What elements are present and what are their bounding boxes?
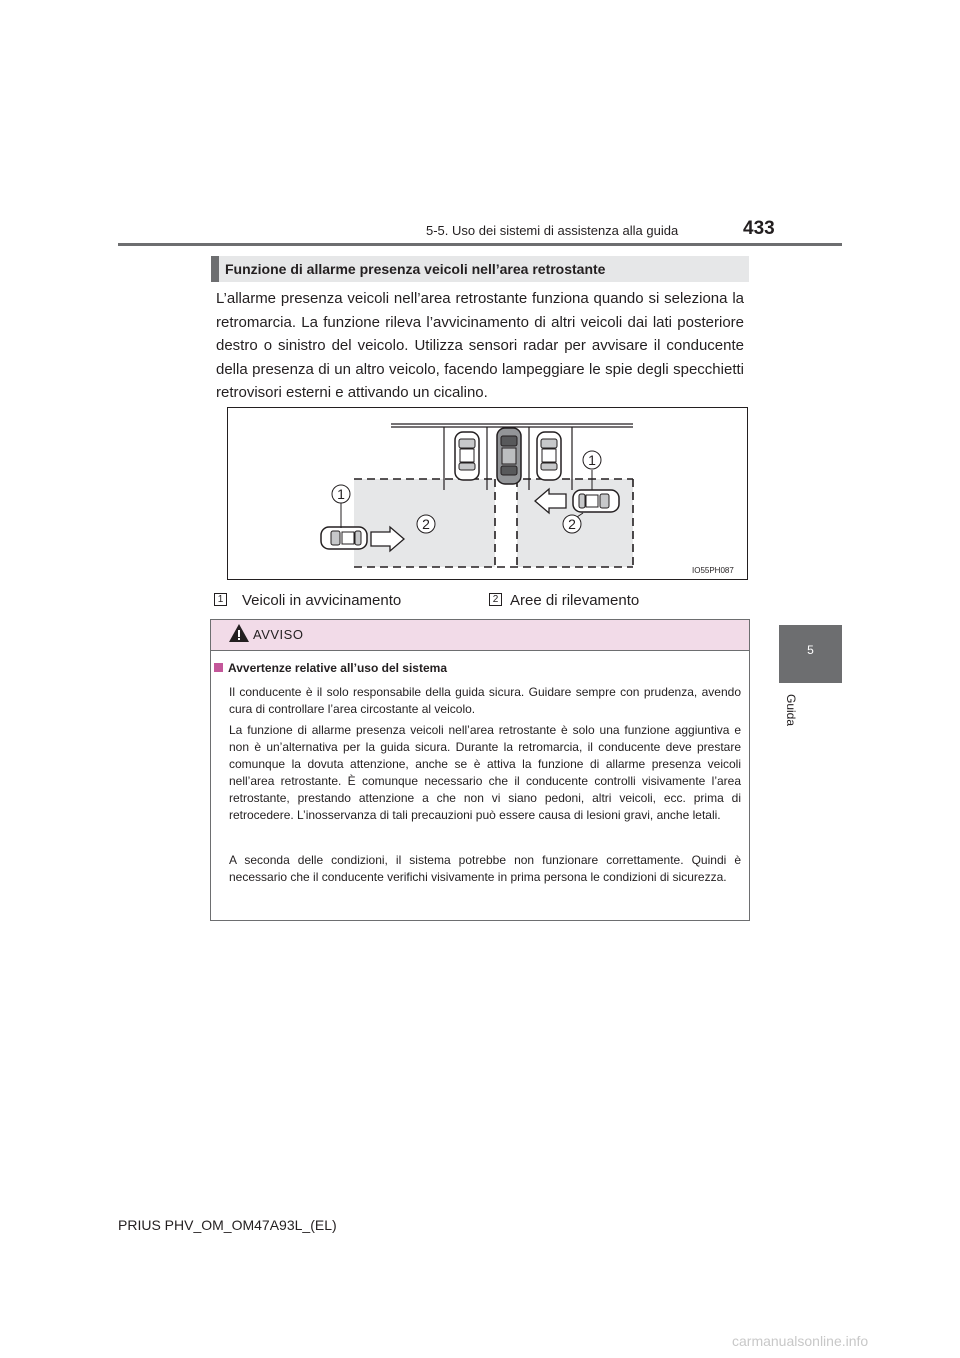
warning-subheading: Avvertenze relative all’uso del sistema	[228, 661, 447, 675]
callout-2-right: 2	[568, 516, 576, 532]
section-title: Funzione di allarme presenza veicoli nell’area retrostante	[225, 261, 606, 277]
figure-code: IO55PH087	[692, 566, 734, 575]
header-rule	[118, 243, 842, 246]
warning-triangle-icon	[228, 623, 250, 643]
legend-text: Veicoli in avvicinamento	[242, 592, 402, 609]
callout-2-left: 2	[422, 516, 430, 532]
legend-marker: 2	[489, 593, 502, 606]
parked-car	[455, 432, 479, 480]
legend-marker: 1	[214, 593, 227, 606]
approaching-vehicle-right	[573, 490, 619, 512]
callout-1-right: 1	[588, 452, 596, 468]
intro-paragraph: L’allarme presenza veicoli nell’area retrostante funziona quando si seleziona la retromarcia. La funzione rileva l’avvicinamento di altri veicoli dai lati posteriore destro o sinistro del veicolo. Utilizza sensori radar per avvisare il conducente della presenza di un altro veicolo, facendo lampeggiare le spie degli specchietti retrovisori esterni e attivando un cicalino.	[216, 290, 744, 401]
warning-paragraph: A seconda delle condizioni, il sistema potrebbe non funzionare correttamente. Quindi è necessario che il conducente verifichi visivamente in prima persona le condizioni di sicurezza.	[229, 853, 741, 884]
warning-paragraph: Il conducente è il solo responsabile della guida sicura. Guidare sempre con prudenza, avendo cura di controllare l’area circostante al veicolo.	[229, 685, 741, 716]
legend-text: Aree di rilevamento	[510, 592, 640, 609]
model-code: PRIUS PHV_OM_OM47A93L_(EL)	[118, 1217, 337, 1233]
chapter-label: Guida	[784, 693, 798, 727]
page-number: 433	[743, 218, 775, 239]
parking-illustration	[227, 407, 748, 580]
warning-title: AVVISO	[253, 627, 304, 642]
watermark: carmanualsonline.info	[732, 1333, 869, 1349]
section-reference: 5-5. Uso dei sistemi di assistenza alla guida	[426, 223, 679, 238]
warning-paragraph: La funzione di allarme presenza veicoli nell’area retrostante è solo una funzione aggiuntiva e non è un’alternativa per la guida sicura. Durante la retromarcia, il conducente deve prestare comunque la dovuta attenzione, anche se è attiva la funzione di allarme presenza veicoli nell’area retrostante. È comunque necessario che il conducente controlli visivamente l’area retrostante, prestando attenzione a che non vi siano pedoni, altri veicoli, ecc. prima di retrocedere. L’inosservanza di tali precauzioni può essere causa di lesioni gravi, anche letali.	[229, 723, 741, 822]
parking-diagram-svg	[228, 408, 747, 579]
callout-1-left: 1	[337, 486, 345, 502]
approaching-vehicle-left	[321, 527, 367, 549]
chapter-number: 5	[807, 643, 814, 657]
section-heading-accent	[211, 256, 219, 282]
parked-car	[537, 432, 561, 480]
warning-bullet-icon	[214, 663, 223, 672]
own-vehicle	[497, 428, 521, 484]
